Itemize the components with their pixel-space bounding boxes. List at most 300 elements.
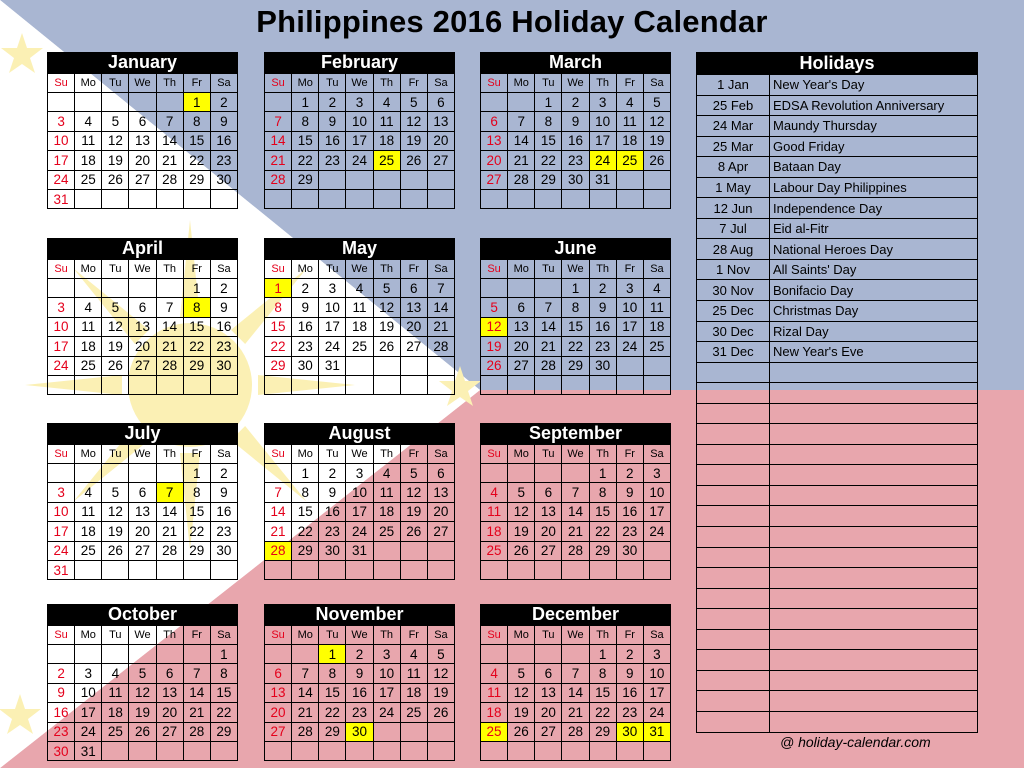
weekday-header: We bbox=[562, 445, 589, 464]
holiday-row bbox=[697, 670, 978, 691]
day-cell: 8 bbox=[292, 483, 319, 502]
day-cell: 24 bbox=[48, 356, 75, 375]
holiday-name: Eid al-Fitr bbox=[770, 218, 978, 239]
day-cell: 8 bbox=[589, 483, 616, 502]
empty-cell bbox=[535, 189, 562, 208]
weekday-header: We bbox=[562, 626, 589, 645]
holiday-date bbox=[697, 629, 770, 650]
holidays-heading: Holidays bbox=[696, 52, 978, 74]
weekday-header: Th bbox=[156, 74, 183, 93]
empty-cell bbox=[156, 741, 183, 760]
month-name: November bbox=[264, 604, 455, 625]
day-cell: 12 bbox=[643, 112, 670, 131]
holiday-row bbox=[697, 588, 978, 609]
day-cell: 12 bbox=[481, 317, 508, 336]
day-cell: 3 bbox=[346, 464, 373, 483]
empty-cell bbox=[129, 464, 156, 483]
day-cell: 12 bbox=[129, 683, 156, 702]
day-cell: 4 bbox=[481, 483, 508, 502]
empty-cell bbox=[48, 279, 75, 298]
day-cell: 13 bbox=[508, 317, 535, 336]
day-cell: 17 bbox=[346, 131, 373, 150]
day-cell: 28 bbox=[265, 541, 292, 560]
day-cell: 16 bbox=[319, 131, 346, 150]
day-cell: 27 bbox=[535, 722, 562, 741]
day-cell: 27 bbox=[129, 541, 156, 560]
holiday-date bbox=[697, 527, 770, 548]
holiday-date: 25 Dec bbox=[697, 301, 770, 322]
empty-cell bbox=[616, 189, 643, 208]
day-cell: 14 bbox=[183, 683, 210, 702]
day-cell: 28 bbox=[183, 722, 210, 741]
weekday-header: Sa bbox=[427, 74, 454, 93]
day-cell: 6 bbox=[427, 93, 454, 112]
holiday-row bbox=[697, 342, 978, 363]
day-cell: 17 bbox=[643, 683, 670, 702]
day-cell: 26 bbox=[427, 703, 454, 722]
weekday-header: Fr bbox=[400, 260, 427, 279]
empty-cell bbox=[427, 356, 454, 375]
empty-cell bbox=[481, 93, 508, 112]
empty-cell bbox=[400, 189, 427, 208]
weekday-header: Tu bbox=[535, 74, 562, 93]
holiday-name bbox=[770, 650, 978, 671]
day-cell: 7 bbox=[265, 112, 292, 131]
weekday-header: Th bbox=[156, 626, 183, 645]
empty-cell bbox=[589, 375, 616, 394]
day-cell: 10 bbox=[643, 664, 670, 683]
empty-cell bbox=[156, 560, 183, 579]
day-cell: 30 bbox=[210, 541, 237, 560]
day-cell: 8 bbox=[535, 112, 562, 131]
day-cell: 19 bbox=[373, 317, 400, 336]
day-cell: 23 bbox=[210, 337, 237, 356]
empty-cell bbox=[319, 170, 346, 189]
day-cell: 30 bbox=[346, 722, 373, 741]
holiday-row bbox=[697, 547, 978, 568]
weekday-header: Su bbox=[265, 74, 292, 93]
day-cell: 5 bbox=[129, 664, 156, 683]
day-cell: 10 bbox=[643, 483, 670, 502]
day-cell: 7 bbox=[156, 298, 183, 317]
day-cell: 1 bbox=[183, 279, 210, 298]
day-cell: 24 bbox=[373, 703, 400, 722]
weekday-header: Sa bbox=[210, 260, 237, 279]
empty-cell bbox=[562, 189, 589, 208]
day-cell: 22 bbox=[292, 151, 319, 170]
day-cell: 16 bbox=[210, 131, 237, 150]
day-cell: 10 bbox=[616, 298, 643, 317]
empty-cell bbox=[292, 560, 319, 579]
holiday-name bbox=[770, 527, 978, 548]
day-cell: 15 bbox=[562, 317, 589, 336]
day-cell: 29 bbox=[292, 541, 319, 560]
month-name: August bbox=[264, 423, 455, 444]
holiday-name: Independence Day bbox=[770, 198, 978, 219]
day-cell: 3 bbox=[48, 483, 75, 502]
weekday-header: Tu bbox=[102, 260, 129, 279]
day-cell: 25 bbox=[346, 337, 373, 356]
holiday-row bbox=[697, 424, 978, 445]
day-cell: 9 bbox=[48, 683, 75, 702]
day-cell: 27 bbox=[427, 151, 454, 170]
day-cell: 18 bbox=[481, 522, 508, 541]
day-cell: 18 bbox=[75, 337, 102, 356]
empty-cell bbox=[102, 279, 129, 298]
day-cell: 4 bbox=[75, 112, 102, 131]
day-cell: 15 bbox=[535, 131, 562, 150]
month-table bbox=[47, 73, 238, 209]
month-name: March bbox=[480, 52, 671, 73]
empty-cell bbox=[616, 356, 643, 375]
weekday-header: Tu bbox=[102, 74, 129, 93]
holiday-name bbox=[770, 424, 978, 445]
day-cell: 9 bbox=[589, 298, 616, 317]
holiday-row bbox=[697, 280, 978, 301]
day-cell: 5 bbox=[481, 298, 508, 317]
month-june bbox=[480, 238, 671, 395]
weekday-header: Su bbox=[48, 626, 75, 645]
day-cell: 12 bbox=[400, 483, 427, 502]
weekday-header: Fr bbox=[183, 74, 210, 93]
holiday-name bbox=[770, 691, 978, 712]
day-cell: 1 bbox=[183, 93, 210, 112]
day-cell: 31 bbox=[75, 741, 102, 760]
day-cell: 1 bbox=[589, 464, 616, 483]
day-cell: 16 bbox=[562, 131, 589, 150]
empty-cell bbox=[400, 541, 427, 560]
page-title: Philippines 2016 Holiday Calendar bbox=[256, 4, 768, 39]
day-cell: 20 bbox=[427, 502, 454, 521]
empty-cell bbox=[346, 375, 373, 394]
day-cell: 25 bbox=[373, 151, 400, 170]
empty-cell bbox=[265, 741, 292, 760]
empty-cell bbox=[183, 189, 210, 208]
weekday-header: Su bbox=[481, 626, 508, 645]
day-cell: 18 bbox=[373, 502, 400, 521]
day-cell: 19 bbox=[427, 683, 454, 702]
day-cell: 24 bbox=[643, 522, 670, 541]
day-cell: 12 bbox=[508, 683, 535, 702]
weekday-header: Th bbox=[589, 445, 616, 464]
empty-cell bbox=[508, 645, 535, 664]
holiday-row bbox=[697, 321, 978, 342]
day-cell: 8 bbox=[265, 298, 292, 317]
day-cell: 22 bbox=[265, 337, 292, 356]
weekday-header: Sa bbox=[427, 260, 454, 279]
day-cell: 8 bbox=[319, 664, 346, 683]
day-cell: 1 bbox=[562, 279, 589, 298]
day-cell: 15 bbox=[292, 502, 319, 521]
empty-cell bbox=[75, 645, 102, 664]
empty-cell bbox=[319, 375, 346, 394]
day-cell: 7 bbox=[292, 664, 319, 683]
empty-cell bbox=[643, 189, 670, 208]
day-cell: 29 bbox=[183, 541, 210, 560]
holiday-row bbox=[697, 609, 978, 630]
day-cell: 19 bbox=[102, 151, 129, 170]
site-credit: @ holiday-calendar.com bbox=[780, 734, 931, 750]
day-cell: 8 bbox=[292, 112, 319, 131]
day-cell: 14 bbox=[265, 502, 292, 521]
holiday-date bbox=[697, 403, 770, 424]
day-cell: 8 bbox=[562, 298, 589, 317]
day-cell: 23 bbox=[589, 337, 616, 356]
month-table bbox=[264, 444, 455, 580]
weekday-header: Th bbox=[373, 445, 400, 464]
month-name: February bbox=[264, 52, 455, 73]
holiday-name: EDSA Revolution Anniversary bbox=[770, 95, 978, 116]
holiday-date bbox=[697, 362, 770, 383]
day-cell: 14 bbox=[562, 683, 589, 702]
empty-cell bbox=[265, 189, 292, 208]
day-cell: 30 bbox=[292, 356, 319, 375]
empty-cell bbox=[373, 560, 400, 579]
day-cell: 29 bbox=[535, 170, 562, 189]
holiday-row bbox=[697, 116, 978, 137]
month-table bbox=[47, 444, 238, 580]
day-cell: 21 bbox=[265, 151, 292, 170]
day-cell: 17 bbox=[48, 151, 75, 170]
empty-cell bbox=[562, 560, 589, 579]
day-cell: 2 bbox=[319, 464, 346, 483]
day-cell: 21 bbox=[156, 522, 183, 541]
day-cell: 5 bbox=[102, 298, 129, 317]
day-cell: 2 bbox=[616, 464, 643, 483]
holiday-row bbox=[697, 95, 978, 116]
empty-cell bbox=[265, 464, 292, 483]
day-cell: 22 bbox=[210, 703, 237, 722]
empty-cell bbox=[292, 375, 319, 394]
day-cell: 26 bbox=[643, 151, 670, 170]
holiday-date bbox=[697, 609, 770, 630]
day-cell: 26 bbox=[481, 356, 508, 375]
day-cell: 6 bbox=[535, 483, 562, 502]
day-cell: 12 bbox=[427, 664, 454, 683]
day-cell: 15 bbox=[210, 683, 237, 702]
day-cell: 17 bbox=[616, 317, 643, 336]
empty-cell bbox=[400, 560, 427, 579]
empty-cell bbox=[102, 741, 129, 760]
weekday-header: Sa bbox=[643, 74, 670, 93]
weekday-header: Tu bbox=[319, 74, 346, 93]
empty-cell bbox=[535, 279, 562, 298]
day-cell: 9 bbox=[292, 298, 319, 317]
weekday-header: Tu bbox=[102, 626, 129, 645]
day-cell: 6 bbox=[427, 464, 454, 483]
day-cell: 9 bbox=[319, 483, 346, 502]
day-cell: 29 bbox=[265, 356, 292, 375]
day-cell: 15 bbox=[589, 683, 616, 702]
holiday-name bbox=[770, 383, 978, 404]
day-cell: 5 bbox=[400, 93, 427, 112]
day-cell: 26 bbox=[508, 722, 535, 741]
weekday-header: Tu bbox=[535, 260, 562, 279]
holiday-row bbox=[697, 568, 978, 589]
empty-cell bbox=[535, 645, 562, 664]
empty-cell bbox=[616, 741, 643, 760]
day-cell: 28 bbox=[427, 337, 454, 356]
weekday-header: Fr bbox=[183, 260, 210, 279]
empty-cell bbox=[427, 375, 454, 394]
day-cell: 21 bbox=[562, 703, 589, 722]
month-name: October bbox=[47, 604, 238, 625]
day-cell: 25 bbox=[373, 522, 400, 541]
day-cell: 28 bbox=[562, 541, 589, 560]
weekday-header: We bbox=[129, 260, 156, 279]
month-table bbox=[480, 259, 671, 395]
holiday-name: Christmas Day bbox=[770, 301, 978, 322]
day-cell: 30 bbox=[210, 356, 237, 375]
holiday-name bbox=[770, 609, 978, 630]
holiday-date bbox=[697, 588, 770, 609]
holiday-name bbox=[770, 444, 978, 465]
day-cell: 22 bbox=[535, 151, 562, 170]
day-cell: 30 bbox=[210, 170, 237, 189]
weekday-header: Fr bbox=[400, 74, 427, 93]
empty-cell bbox=[102, 464, 129, 483]
empty-cell bbox=[643, 375, 670, 394]
holiday-date: 28 Aug bbox=[697, 239, 770, 260]
holiday-date bbox=[697, 506, 770, 527]
holiday-date: 7 Jul bbox=[697, 218, 770, 239]
day-cell: 14 bbox=[265, 131, 292, 150]
empty-cell bbox=[616, 375, 643, 394]
day-cell: 3 bbox=[319, 279, 346, 298]
day-cell: 4 bbox=[643, 279, 670, 298]
weekday-header: Tu bbox=[535, 626, 562, 645]
empty-cell bbox=[319, 560, 346, 579]
weekday-header: Th bbox=[589, 260, 616, 279]
empty-cell bbox=[427, 541, 454, 560]
day-cell: 26 bbox=[508, 541, 535, 560]
weekday-header: We bbox=[129, 445, 156, 464]
empty-cell bbox=[589, 741, 616, 760]
day-cell: 3 bbox=[346, 93, 373, 112]
day-cell: 22 bbox=[562, 337, 589, 356]
day-cell: 23 bbox=[292, 337, 319, 356]
month-name: July bbox=[47, 423, 238, 444]
holiday-row bbox=[697, 383, 978, 404]
day-cell: 30 bbox=[319, 541, 346, 560]
day-cell: 27 bbox=[156, 722, 183, 741]
day-cell: 29 bbox=[589, 541, 616, 560]
day-cell: 5 bbox=[508, 664, 535, 683]
day-cell: 6 bbox=[156, 664, 183, 683]
holiday-date: 8 Apr bbox=[697, 157, 770, 178]
day-cell: 12 bbox=[102, 502, 129, 521]
day-cell: 19 bbox=[481, 337, 508, 356]
empty-cell bbox=[562, 741, 589, 760]
weekday-header: Th bbox=[373, 626, 400, 645]
holiday-name bbox=[770, 485, 978, 506]
day-cell: 10 bbox=[48, 502, 75, 521]
day-cell: 24 bbox=[346, 151, 373, 170]
empty-cell bbox=[562, 645, 589, 664]
day-cell: 25 bbox=[616, 151, 643, 170]
weekday-header: Sa bbox=[210, 74, 237, 93]
day-cell: 27 bbox=[535, 541, 562, 560]
weekday-header: We bbox=[346, 74, 373, 93]
day-cell: 11 bbox=[75, 502, 102, 521]
day-cell: 24 bbox=[319, 337, 346, 356]
day-cell: 5 bbox=[102, 483, 129, 502]
empty-cell bbox=[481, 279, 508, 298]
day-cell: 3 bbox=[616, 279, 643, 298]
weekday-header: Fr bbox=[616, 445, 643, 464]
empty-cell bbox=[643, 356, 670, 375]
day-cell: 13 bbox=[535, 683, 562, 702]
day-cell: 15 bbox=[319, 683, 346, 702]
day-cell: 6 bbox=[535, 664, 562, 683]
empty-cell bbox=[346, 741, 373, 760]
day-cell: 23 bbox=[346, 703, 373, 722]
day-cell: 1 bbox=[292, 464, 319, 483]
month-table bbox=[264, 625, 455, 761]
holiday-row bbox=[697, 177, 978, 198]
empty-cell bbox=[183, 560, 210, 579]
day-cell: 12 bbox=[508, 502, 535, 521]
day-cell: 10 bbox=[319, 298, 346, 317]
day-cell: 22 bbox=[183, 151, 210, 170]
holiday-date bbox=[697, 424, 770, 445]
empty-cell bbox=[427, 741, 454, 760]
day-cell: 26 bbox=[400, 151, 427, 170]
day-cell: 7 bbox=[535, 298, 562, 317]
weekday-header: We bbox=[129, 626, 156, 645]
holiday-row bbox=[697, 259, 978, 280]
day-cell: 2 bbox=[210, 93, 237, 112]
holiday-date: 30 Nov bbox=[697, 280, 770, 301]
holiday-date bbox=[697, 485, 770, 506]
empty-cell bbox=[616, 560, 643, 579]
month-november bbox=[264, 604, 455, 761]
day-cell: 31 bbox=[48, 560, 75, 579]
empty-cell bbox=[616, 170, 643, 189]
day-cell: 22 bbox=[183, 337, 210, 356]
weekday-header: Su bbox=[48, 74, 75, 93]
weekday-header: Su bbox=[265, 626, 292, 645]
day-cell: 18 bbox=[102, 703, 129, 722]
day-cell: 29 bbox=[589, 722, 616, 741]
day-cell: 15 bbox=[183, 131, 210, 150]
empty-cell bbox=[210, 560, 237, 579]
day-cell: 11 bbox=[616, 112, 643, 131]
empty-cell bbox=[400, 356, 427, 375]
day-cell: 21 bbox=[535, 337, 562, 356]
holiday-row bbox=[697, 465, 978, 486]
month-may bbox=[264, 238, 455, 395]
empty-cell bbox=[292, 645, 319, 664]
day-cell: 30 bbox=[48, 741, 75, 760]
weekday-header: Su bbox=[481, 74, 508, 93]
day-cell: 11 bbox=[400, 664, 427, 683]
day-cell: 9 bbox=[562, 112, 589, 131]
day-cell: 1 bbox=[319, 645, 346, 664]
holiday-name: Bataan Day bbox=[770, 157, 978, 178]
month-name: June bbox=[480, 238, 671, 259]
weekday-header: Su bbox=[48, 445, 75, 464]
day-cell: 20 bbox=[156, 703, 183, 722]
empty-cell bbox=[427, 189, 454, 208]
weekday-header: Th bbox=[156, 445, 183, 464]
day-cell: 2 bbox=[210, 464, 237, 483]
day-cell: 23 bbox=[48, 722, 75, 741]
weekday-header: Sa bbox=[427, 626, 454, 645]
day-cell: 6 bbox=[400, 279, 427, 298]
day-cell: 16 bbox=[616, 683, 643, 702]
day-cell: 23 bbox=[210, 151, 237, 170]
